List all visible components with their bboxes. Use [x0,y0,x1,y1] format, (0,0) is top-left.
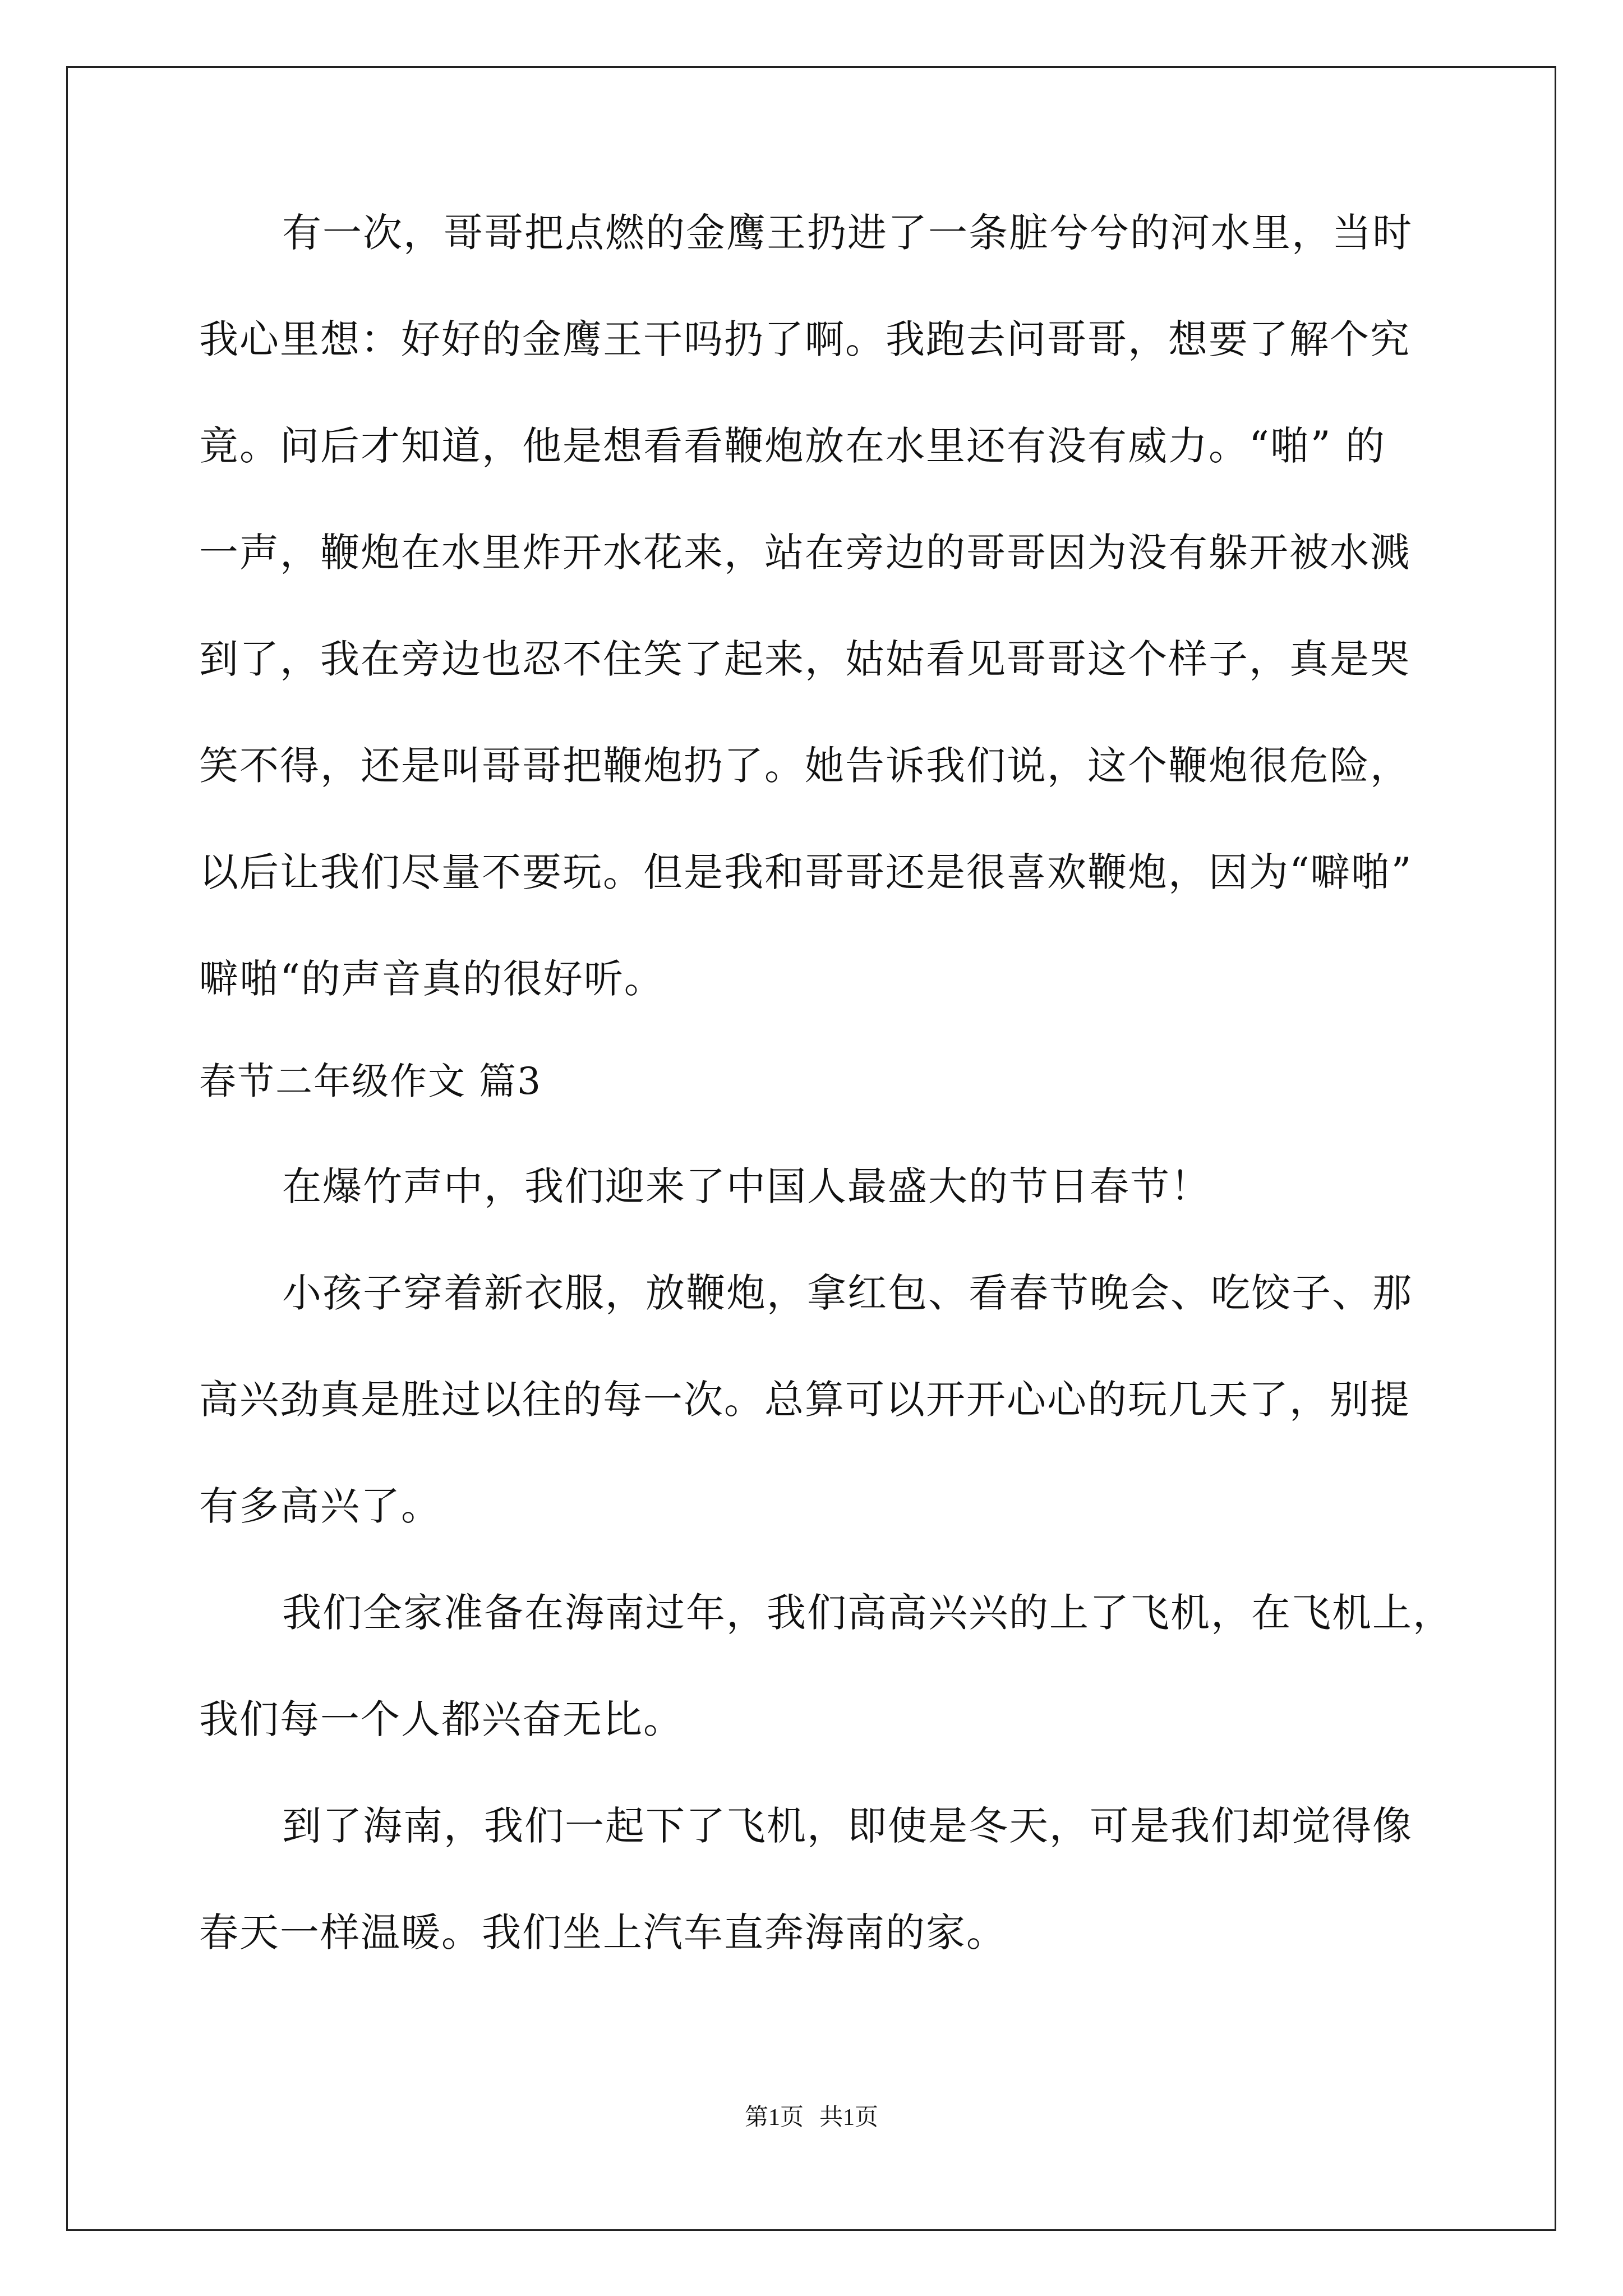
paragraph-line: 春天一样温暖。我们坐上汽车直奔海南的家。 [199,1910,1007,1955]
page-footer [0,2101,1623,2134]
paragraph-line: 我们每一个人都兴奋无比。 [199,1696,684,1742]
page-number: 第1页 [744,2105,804,2131]
paragraph-line: 我心里想：好好的金鹰王干吗扔了啊。我跑去问哥哥，想要了解个究 [199,316,1410,362]
paragraph-line: 高兴劲真是胜过以往的每一次。总算可以开开心心的玩几天了，别提 [199,1377,1410,1423]
paragraph-line: 竟。问后才知道，他是想看看鞭炮放在水里还有没有威力。“啪” 的 [199,423,1386,469]
paragraph-line: 在爆竹声中，我们迎来了中国人最盛大的节日春节！ [282,1163,1211,1209]
paragraph-line: 有多高兴了。 [199,1483,441,1529]
page-border [66,66,1556,2231]
page-total: 共1页 [819,2105,879,2131]
paragraph-line: 以后让我们尽量不要玩。但是我和哥哥还是很喜欢鞭炮，因为“噼啪” [199,849,1413,895]
paragraph-line: 笑不得，还是叫哥哥把鞭炮扔了。她告诉我们说，这个鞭炮很危险， [199,743,1410,789]
paragraph-line: 到了，我在旁边也忍不住笑了起来，姑姑看见哥哥这个样子，真是哭 [199,636,1410,682]
paragraph-line: 小孩子穿着新衣服，放鞭炮，拿红包、看春节晚会、吃饺子、那 [282,1270,1413,1316]
paragraph-line: 有一次，哥哥把点燃的金鹰王扔进了一条脏兮兮的河水里，当时 [282,210,1413,256]
paragraph-line: 噼啪“的声音真的很好听。 [199,956,665,1002]
section-heading: 春节二年级作文 篇3 [199,1060,542,1103]
paragraph-line: 到了海南，我们一起下了飞机，即使是冬天，可是我们却觉得像 [282,1803,1413,1849]
paragraph-line: 一声，鞭炮在水里炸开水花来，站在旁边的哥哥因为没有躲开被水溅 [199,530,1410,576]
paragraph-line: 我们全家准备在海南过年，我们高高兴兴的上了飞机，在飞机上， [282,1590,1453,1636]
